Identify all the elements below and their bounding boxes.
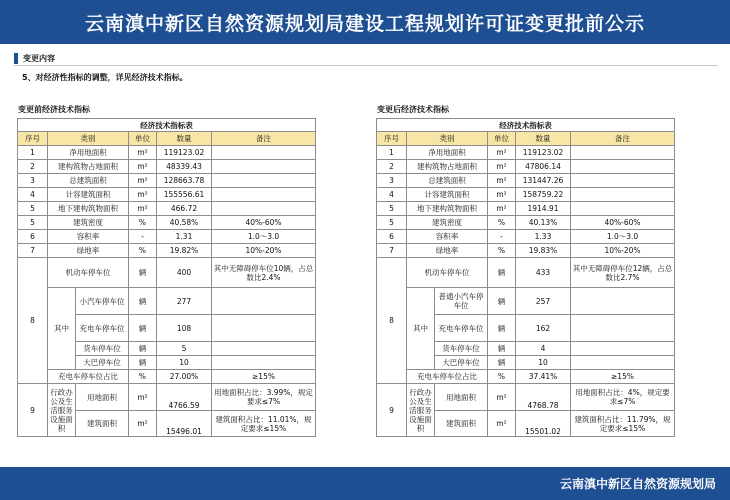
table-row <box>377 160 675 174</box>
table-header-row <box>377 132 675 146</box>
cell-unit: 辆 <box>129 342 157 356</box>
cell-quantity: 1.33 <box>516 230 571 244</box>
cell-note: 用地面积占比：3.99%，规定要求≤7% <box>212 384 316 411</box>
indicator-table <box>17 118 316 437</box>
section-marker <box>14 53 18 64</box>
cell-unit: m² <box>129 411 157 437</box>
cell-note <box>571 160 675 174</box>
cell-quantity: 15496.01 <box>157 411 212 437</box>
header-quantity: 数量 <box>157 132 212 146</box>
cell-quantity: 5 <box>157 342 212 356</box>
cell-quantity: 158759.22 <box>516 188 571 202</box>
cell-category: 净用地面积 <box>407 146 488 160</box>
cell-note: 其中无障碍停车位10辆，占总数比2.4% <box>212 258 316 288</box>
table-row <box>377 202 675 216</box>
cell-note <box>212 202 316 216</box>
table-row <box>18 230 316 244</box>
cell-unit: % <box>129 216 157 230</box>
cell-category: 货车停车位 <box>435 342 488 356</box>
cell-category: 计容建筑面积 <box>407 188 488 202</box>
cell-quantity: 131447.26 <box>516 174 571 188</box>
cell-quantity: 15501.02 <box>516 411 571 437</box>
cell-category: 建筑密度 <box>407 216 488 230</box>
cell-quantity: 19.83% <box>516 244 571 258</box>
cell-note: 1.0～3.0 <box>571 230 675 244</box>
table-row <box>377 216 675 230</box>
cell-unit: - <box>488 230 516 244</box>
cell-note <box>212 315 316 342</box>
cell-unit: 辆 <box>129 315 157 342</box>
cell-no: 7 <box>18 244 48 258</box>
cell-quantity: 119123.02 <box>516 146 571 160</box>
header-unit: 单位 <box>488 132 516 146</box>
cell-no: 1 <box>377 146 407 160</box>
cell-unit: 辆 <box>488 258 516 288</box>
cell-note: 建筑面积占比：11.79%，规定要求≤15% <box>571 411 675 437</box>
cell-unit: m² <box>488 384 516 411</box>
cell-no: 3 <box>377 174 407 188</box>
cell-unit: 辆 <box>129 356 157 370</box>
cell-unit: - <box>129 230 157 244</box>
table-row <box>377 244 675 258</box>
cell-note <box>212 160 316 174</box>
cell-category: 建构筑物占地面积 <box>48 160 129 174</box>
cell-category: 充电车停车位 <box>76 315 129 342</box>
cell-unit: 辆 <box>129 288 157 315</box>
cell-no: 1 <box>18 146 48 160</box>
cell-note <box>571 146 675 160</box>
cell-no: 4 <box>377 188 407 202</box>
table-row <box>377 188 675 202</box>
table-row <box>377 258 675 288</box>
page-title: 云南滇中新区自然资源规划局建设工程规划许可证变更批前公示 <box>84 12 645 35</box>
cell-quantity: 4 <box>516 342 571 356</box>
cell-unit: m² <box>488 188 516 202</box>
cell-unit: 辆 <box>488 356 516 370</box>
cell-quantity: 40.58% <box>157 216 212 230</box>
cell-no: 2 <box>377 160 407 174</box>
cell-no: 8 <box>377 258 407 384</box>
section-title: 变更内容 <box>23 54 55 63</box>
cell-unit: m² <box>129 146 157 160</box>
table-row <box>377 230 675 244</box>
after-caption: 变更后经济技术指标 <box>377 105 449 114</box>
cell-category: 大巴停车位 <box>435 356 488 370</box>
cell-unit: m² <box>488 146 516 160</box>
cell-unit: 辆 <box>129 258 157 288</box>
header-category: 类别 <box>48 132 129 146</box>
before-caption: 变更前经济技术指标 <box>18 105 90 114</box>
cell-quantity: 155556.61 <box>157 188 212 202</box>
cell-category: 总建筑面积 <box>48 174 129 188</box>
cell-category: 用地面积 <box>435 384 488 411</box>
table-row <box>377 384 675 411</box>
cell-note <box>571 288 675 315</box>
cell-note: ≥15% <box>212 370 316 384</box>
cell-category: 用地面积 <box>76 384 129 411</box>
cell-category: 净用地面积 <box>48 146 129 160</box>
cell-note: 用地面积占比：4%，规定要求≤7% <box>571 384 675 411</box>
cell-unit: 辆 <box>488 315 516 342</box>
header-note: 备注 <box>571 132 675 146</box>
cell-group: 行政办公及生活服务设施面积 <box>407 384 435 437</box>
cell-quantity: 10 <box>516 356 571 370</box>
cell-category: 容积率 <box>407 230 488 244</box>
cell-unit: % <box>129 370 157 384</box>
cell-category: 绿地率 <box>407 244 488 258</box>
cell-note: 其中无障碍停车位12辆，占总数比2.7% <box>571 258 675 288</box>
table-row <box>377 288 675 315</box>
cell-no: 4 <box>18 188 48 202</box>
cell-unit: % <box>129 244 157 258</box>
cell-quantity: 10 <box>157 356 212 370</box>
page-header <box>0 0 730 44</box>
cell-unit: m² <box>488 411 516 437</box>
cell-category: 充电车停车位占比 <box>407 370 488 384</box>
cell-quantity: 27.00% <box>157 370 212 384</box>
cell-no: 6 <box>377 230 407 244</box>
indicator-table <box>376 118 675 437</box>
table-row <box>18 188 316 202</box>
cell-unit: % <box>488 370 516 384</box>
cell-quantity: 108 <box>157 315 212 342</box>
cell-note <box>571 202 675 216</box>
cell-unit: % <box>488 244 516 258</box>
table-row <box>18 258 316 288</box>
cell-category: 充电车停车位占比 <box>48 370 129 384</box>
table-row <box>18 288 316 315</box>
cell-note: 建筑面积占比：11.01%，规定要求≤15% <box>212 411 316 437</box>
cell-unit: m² <box>129 174 157 188</box>
cell-no: 3 <box>18 174 48 188</box>
cell-quantity: 4768.78 <box>516 384 571 411</box>
header-no: 序号 <box>18 132 48 146</box>
cell-note: 1.0～3.0 <box>212 230 316 244</box>
header-note: 备注 <box>212 132 316 146</box>
cell-quantity: 466.72 <box>157 202 212 216</box>
cell-category: 地下建构筑物面积 <box>48 202 129 216</box>
cell-category: 地下建构筑物面积 <box>407 202 488 216</box>
cell-no: 9 <box>18 384 48 437</box>
cell-category: 绿地率 <box>48 244 129 258</box>
table-row <box>18 384 316 411</box>
table-row <box>18 146 316 160</box>
cell-category: 充电车停车位 <box>435 315 488 342</box>
cell-quantity: 433 <box>516 258 571 288</box>
cell-group: 行政办公及生活服务设施面积 <box>48 384 76 437</box>
cell-note: ≥15% <box>571 370 675 384</box>
cell-unit: m² <box>488 202 516 216</box>
cell-category: 机动车停车位 <box>407 258 488 288</box>
table-row <box>18 202 316 216</box>
table-row <box>18 244 316 258</box>
cell-quantity: 277 <box>157 288 212 315</box>
cell-unit: % <box>488 216 516 230</box>
footer-org: 云南滇中新区自然资源规划局 <box>559 477 716 491</box>
page-footer <box>0 467 730 500</box>
cell-note: 10%-20% <box>212 244 316 258</box>
cell-quantity: 162 <box>516 315 571 342</box>
cell-note <box>571 342 675 356</box>
cell-group: 其中 <box>48 288 76 370</box>
cell-category: 建筑面积 <box>435 411 488 437</box>
cell-quantity: 1.31 <box>157 230 212 244</box>
cell-note <box>571 174 675 188</box>
cell-note <box>212 146 316 160</box>
cell-unit: m² <box>129 202 157 216</box>
cell-category: 建筑密度 <box>48 216 129 230</box>
cell-quantity: 257 <box>516 288 571 315</box>
cell-no: 5 <box>377 216 407 230</box>
cell-unit: m² <box>129 384 157 411</box>
cell-quantity: 400 <box>157 258 212 288</box>
header-quantity: 数量 <box>516 132 571 146</box>
cell-unit: m² <box>488 160 516 174</box>
cell-note: 40%-60% <box>212 216 316 230</box>
cell-note <box>212 188 316 202</box>
cell-quantity: 40.13% <box>516 216 571 230</box>
cell-unit: 辆 <box>488 288 516 315</box>
cell-unit: m² <box>129 188 157 202</box>
cell-unit: m² <box>129 160 157 174</box>
cell-category: 建筑面积 <box>76 411 129 437</box>
table-row <box>377 146 675 160</box>
cell-quantity: 47806.14 <box>516 160 571 174</box>
header-category: 类别 <box>407 132 488 146</box>
cell-quantity: 48339.43 <box>157 160 212 174</box>
cell-unit: m² <box>488 174 516 188</box>
cell-no: 7 <box>377 244 407 258</box>
table-row <box>18 160 316 174</box>
cell-quantity: 4766.59 <box>157 384 212 411</box>
cell-note: 10%-20% <box>571 244 675 258</box>
table-row <box>377 174 675 188</box>
cell-no: 5 <box>377 202 407 216</box>
cell-no: 8 <box>18 258 48 384</box>
cell-unit: 辆 <box>488 342 516 356</box>
table-row <box>377 370 675 384</box>
cell-category: 建构筑物占地面积 <box>407 160 488 174</box>
cell-no: 2 <box>18 160 48 174</box>
cell-note <box>571 188 675 202</box>
cell-no: 5 <box>18 202 48 216</box>
cell-quantity: 19.82% <box>157 244 212 258</box>
table-header-row <box>18 132 316 146</box>
cell-category: 普通小汽车停车位 <box>435 288 488 315</box>
cell-quantity: 1914.91 <box>516 202 571 216</box>
change-description: 5、对经济性指标的调整，详见经济技术指标。 <box>22 73 188 82</box>
section-header <box>14 52 718 66</box>
cell-category: 货车停车位 <box>76 342 129 356</box>
cell-no: 9 <box>377 384 407 437</box>
cell-category: 总建筑面积 <box>407 174 488 188</box>
cell-note <box>212 342 316 356</box>
table-row <box>18 370 316 384</box>
header-no: 序号 <box>377 132 407 146</box>
cell-no: 5 <box>18 216 48 230</box>
cell-category: 机动车停车位 <box>48 258 129 288</box>
cell-quantity: 37.41% <box>516 370 571 384</box>
table-title: 经济技术指标表 <box>18 119 316 132</box>
cell-category: 小汽车停车位 <box>76 288 129 315</box>
cell-note <box>571 315 675 342</box>
cell-note <box>212 356 316 370</box>
cell-category: 大巴停车位 <box>76 356 129 370</box>
cell-quantity: 128663.78 <box>157 174 212 188</box>
table-title: 经济技术指标表 <box>377 119 675 132</box>
cell-note <box>212 288 316 315</box>
cell-note <box>571 356 675 370</box>
cell-category: 计容建筑面积 <box>48 188 129 202</box>
cell-no: 6 <box>18 230 48 244</box>
cell-note <box>212 174 316 188</box>
table-row <box>18 216 316 230</box>
cell-category: 容积率 <box>48 230 129 244</box>
cell-group: 其中 <box>407 288 435 370</box>
cell-note: 40%-60% <box>571 216 675 230</box>
table-row <box>18 174 316 188</box>
cell-quantity: 119123.02 <box>157 146 212 160</box>
header-unit: 单位 <box>129 132 157 146</box>
